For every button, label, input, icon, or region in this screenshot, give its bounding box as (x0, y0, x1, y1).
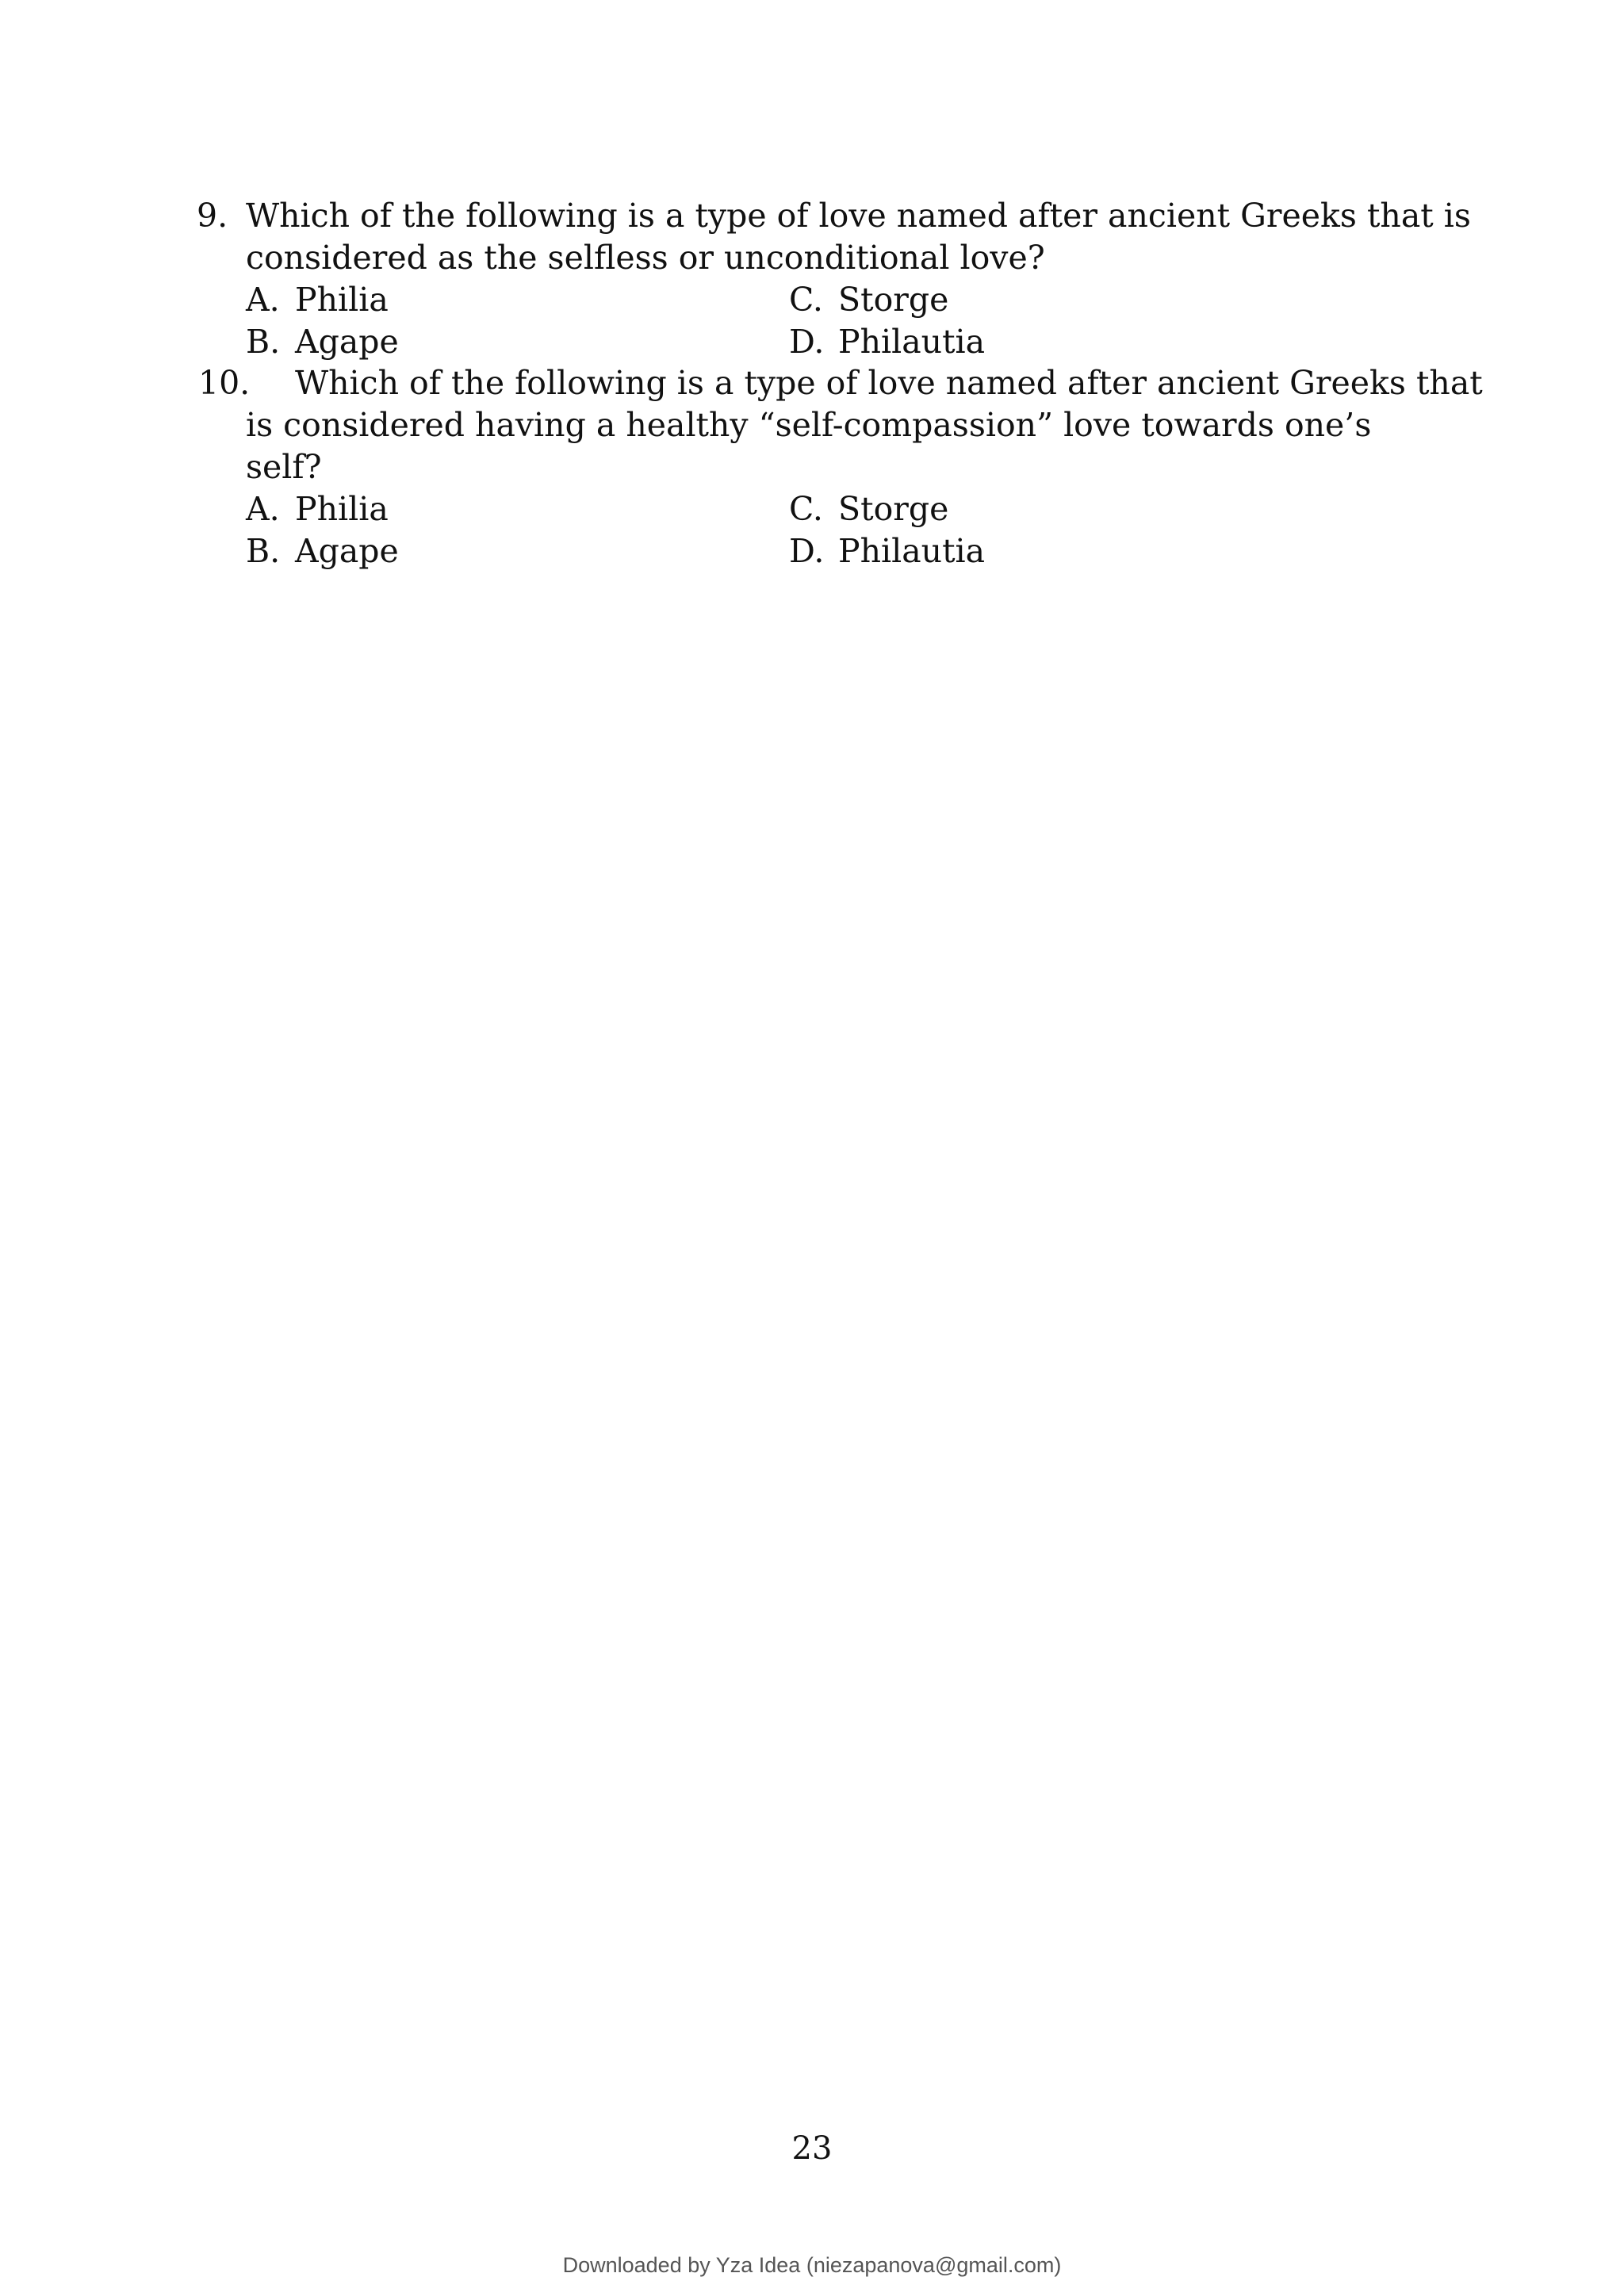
question-10 (197, 362, 1483, 572)
option-c (789, 279, 948, 321)
question-stem (197, 362, 1483, 404)
option-letter: C. (789, 490, 823, 528)
question-text-line-1: Which of the following is a type of love named after ancient Greeks that (295, 364, 1483, 402)
answer-options (246, 488, 1450, 572)
option-b (246, 530, 399, 572)
question-number: 10. (198, 364, 251, 402)
option-letter: C. (789, 281, 823, 319)
option-text: Philia (295, 490, 389, 528)
option-letter: D. (789, 532, 825, 570)
option-text: Storge (838, 490, 949, 528)
option-text: Philautia (838, 323, 986, 361)
question-text-line-2: considered as the selfless or unconditional love? (246, 239, 1045, 277)
question-text-line-1: Which of the following is a type of love named after ancient Greeks that is (246, 197, 1471, 235)
option-letter: B. (246, 532, 281, 570)
question-stem (197, 195, 1471, 237)
question-number: 9. (197, 197, 228, 235)
option-text: Philautia (838, 532, 986, 570)
option-a (246, 488, 389, 530)
option-text: Philia (295, 281, 389, 319)
option-letter: D. (789, 323, 825, 361)
option-text: Agape (295, 323, 399, 361)
option-d (789, 321, 985, 363)
download-note: Downloaded by Yza Idea (niezapanova@gmail.com) (562, 2253, 1062, 2277)
option-text: Agape (295, 532, 399, 570)
option-letter: A. (246, 490, 280, 528)
question-text-line-2: is considered having a healthy “self-compassion” love towards one’s self? (246, 406, 1372, 486)
option-text: Storge (838, 281, 949, 319)
page-number: 23 (791, 2130, 833, 2167)
option-a (246, 279, 389, 321)
answer-options (246, 279, 1450, 363)
option-b (246, 321, 399, 363)
question-9 (197, 195, 1471, 363)
option-letter: A. (246, 281, 280, 319)
option-c (789, 488, 948, 530)
option-d (789, 530, 985, 572)
option-letter: B. (246, 323, 281, 361)
